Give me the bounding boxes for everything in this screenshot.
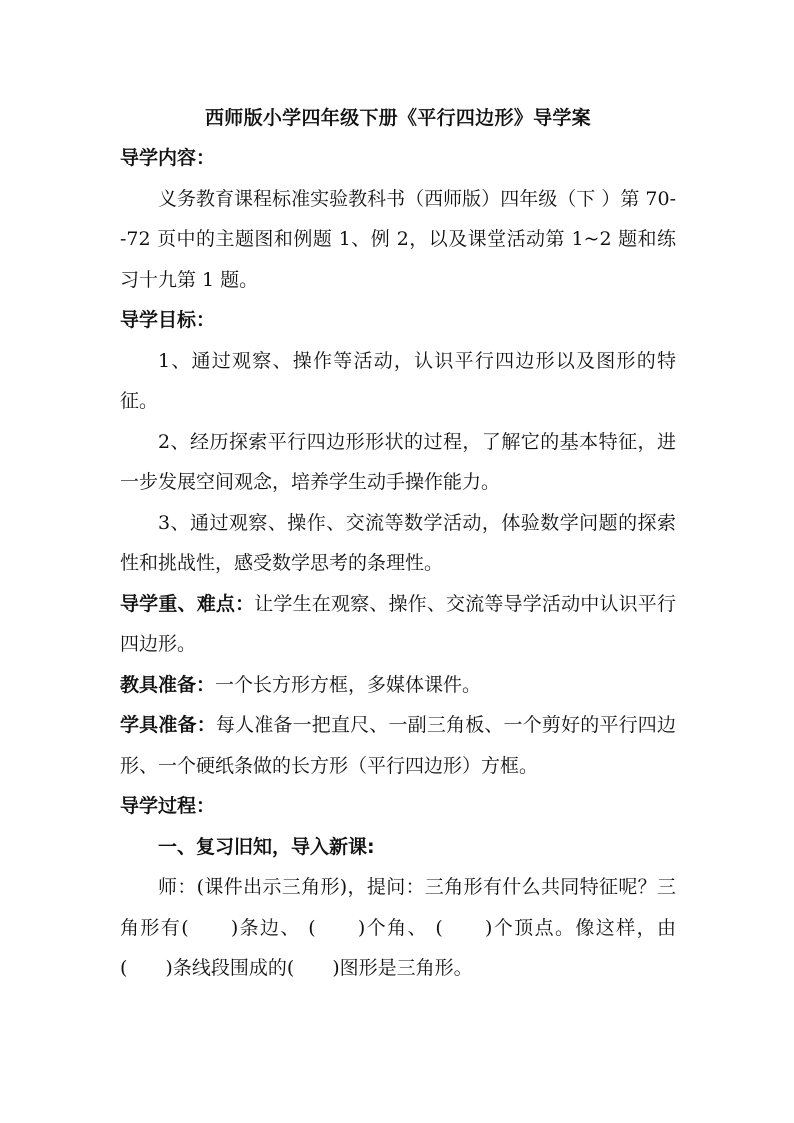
learning-aids-paragraph [120,705,676,786]
process-heading: 导学过程： [120,795,216,817]
process-step-1-heading: 一、复习旧知，导入新课: [158,835,375,858]
objectives-heading: 导学目标： [120,309,216,331]
teaching-aids-text: 一个长方形方框，多媒体课件。 [215,673,482,696]
content-heading: 导学内容： [120,147,216,169]
teacher-question-paragraph: 师：(课件出示三角形)，提问：三角形有什么共同特征呢？三角形有( )条边、 ( )个角、 ( )个顶点。像这样，由( )条线段围成的( )图形是三角形。 [120,876,676,979]
key-points-label: 导学重、难点： [120,592,255,615]
learning-aids-text: 每人准备一把直尺、一副三角板、一个剪好的平行四边形、一个硬纸条做的长方形（平行四边形）方框。 [120,714,676,777]
teaching-aids-paragraph [120,665,676,706]
document-page [120,98,676,989]
teaching-aids-label: 教具准备： [120,673,216,696]
objective-item-3: 3、通过观察、操作、交流等数学活动，体验数学问题的探索性和挑战性，感受数学思考的条理性。 [120,511,676,574]
content-paragraph: 义务教育课程标准实验教科书（西师版）四年级（下 ）第 70--72 页中的主题图和例题 1、例 2，以及课堂活动第 1~2 题和练习十九第 1 题。 [120,187,676,291]
objective-item-1: 1、通过观察、操作等活动，认识平行四边形以及图形的特征。 [120,349,676,412]
learning-aids-label: 学具准备： [120,714,216,736]
key-points-text: 让学生在观察、操作、交流等导学活动中认识平行四边形。 [120,592,676,655]
key-points-paragraph [120,584,676,665]
document-title: 西师版小学四年级下册《平行四边形》导学案 [204,107,591,129]
objective-item-2: 2、经历探索平行四边形形状的过程，了解它的基本特征，进一步发展空间观念，培养学生动手操作能力。 [120,430,676,493]
